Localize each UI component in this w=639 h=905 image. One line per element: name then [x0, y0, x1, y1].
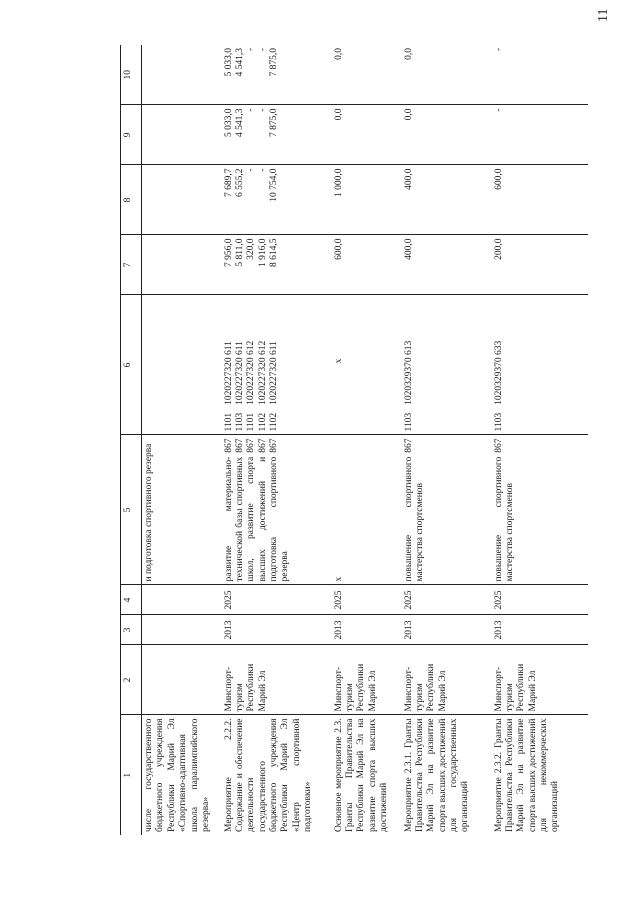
cell-text: 1020227320 611 [269, 341, 280, 405]
cell-text: Мероприятие 2.3.2. Гранты Правительства Республики Марий Эл на развитие спорта высших достижений для некоммерческих организаций [493, 718, 561, 832]
cell-executor [222, 645, 332, 715]
column-header: 2 [121, 645, 142, 715]
cell-text: 1020329370 613 [403, 340, 414, 405]
cell-end-year [142, 585, 222, 615]
cell-text: 1020227320 611 [234, 341, 245, 405]
cell-text: 600,0 [333, 238, 344, 260]
cell-text: 1103 [403, 412, 414, 432]
cell-codes [222, 295, 332, 435]
page-number: 11 [596, 8, 611, 22]
cell-text: 1102 [257, 412, 268, 432]
cell-text: Мероприятие 2.2.2. Содержание и обеспечение деятельности государственного бюджетного учреждения Республики Марий Эл «Центр спортивной подготовки» [223, 718, 314, 832]
cell-text: развитие материально-технической базы спортивных школ, развитие спорта высших достижений и подготовка спортивного резерва [223, 456, 291, 582]
cell-text: 1103 [493, 412, 504, 432]
cell-text: 7 875,0 [269, 48, 280, 77]
cell-text: 2025 [333, 590, 344, 610]
cell-text: 867 [246, 438, 257, 453]
column-header: 8 [121, 165, 142, 235]
cell-text: Мероприятие 2.3.1. Гранты Правительства Республики Марий Эл на развитие спорта высших достижений для государственных организаций [403, 718, 471, 832]
rotated-table-sheet [120, 45, 639, 835]
cell-text: 2013 [333, 620, 344, 640]
cell-text: 1102 [269, 412, 280, 432]
cell-end-year [492, 585, 588, 615]
column-header: 5 [121, 435, 142, 585]
cell-text: 7 689,7 [223, 168, 234, 197]
cell-start-year [332, 615, 402, 645]
cell-end-year [402, 585, 492, 615]
cell-text: Минспорт-туризм Республики Марий Эл [223, 663, 268, 712]
cell-text: - [257, 48, 268, 52]
cell-text: 2013 [493, 620, 504, 640]
table-row [142, 45, 222, 835]
cell-text: 600,0 [493, 168, 504, 190]
cell-text: 400,0 [403, 168, 414, 190]
cell-end-year [222, 585, 332, 615]
cell-text: 7 875,0 [269, 108, 280, 137]
cell-text: - [257, 108, 268, 112]
cell-text: 867 [223, 438, 234, 453]
cell-text: - [246, 48, 257, 52]
cell-value-8 [492, 165, 588, 235]
cell-result [142, 435, 222, 585]
cell-executor [492, 645, 588, 715]
cell-value-9 [402, 105, 492, 165]
cell-text: x [333, 576, 344, 582]
cell-text: 200,0 [493, 238, 504, 260]
cell-text: 5 811,0 [234, 238, 245, 267]
cell-text: 0,0 [403, 108, 414, 121]
cell-text: 1020227320 612 [246, 340, 257, 405]
column-header: 10 [121, 45, 142, 105]
cell-text: Минспорт-туризм Республики Марий Эл [493, 663, 538, 712]
cell-text: 1020227320 612 [257, 340, 268, 405]
column-header: 9 [121, 105, 142, 165]
cell-text: повышение спортивного мастерства спортсменов [493, 456, 515, 582]
cell-text: Минспорт-туризм Республики Марий Эл [403, 663, 448, 712]
cell-value-9 [222, 105, 332, 165]
cell-text: - [493, 108, 504, 112]
table-row [402, 45, 492, 835]
cell-text: 867 [269, 438, 280, 453]
cell-text: 1103 [234, 412, 245, 432]
column-header: 3 [121, 615, 142, 645]
cell-codes [492, 295, 588, 435]
cell-value-8 [222, 165, 332, 235]
cell-text: числе государственного бюджетного учреждения Республики Марий Эл «Спортивно-адаптивная школа паралимпийского резерва» [144, 718, 211, 832]
cell-text: 867 [257, 438, 268, 453]
cell-text: 0,0 [333, 108, 344, 121]
cell-name [142, 715, 222, 835]
cell-executor [402, 645, 492, 715]
cell-text: Основное мероприятие 2.3. Гранты Правительства Республики Марий Эл на развитие спорта высших достижений [333, 718, 390, 832]
cell-value-7 [332, 235, 402, 295]
cell-result [492, 435, 588, 585]
cell-text: 2025 [493, 590, 504, 610]
cell-end-year [332, 585, 402, 615]
cell-text: - [246, 168, 257, 172]
cell-name [222, 715, 332, 835]
cell-text: 2013 [403, 620, 414, 640]
cell-text: 2025 [403, 590, 414, 610]
cell-value-8 [142, 165, 222, 235]
cell-text: - [246, 108, 257, 112]
table-row [222, 45, 332, 835]
cell-text: 5 033,0 [223, 48, 234, 77]
cell-text: 7 956,0 [223, 238, 234, 267]
cell-text: 2025 [223, 590, 234, 610]
cell-value-10 [492, 45, 588, 105]
table-body [142, 45, 588, 835]
cell-text: - [493, 48, 504, 52]
cell-text: и подготовка спортивного резерва [144, 443, 154, 582]
cell-value-10 [142, 45, 222, 105]
cell-text: - [257, 168, 268, 172]
cell-value-9 [332, 105, 402, 165]
column-header: 7 [121, 235, 142, 295]
cell-start-year [492, 615, 588, 645]
cell-codes [142, 295, 222, 435]
cell-text: 10 754,0 [269, 168, 280, 202]
cell-text: 400,0 [403, 238, 414, 260]
cell-text: 0,0 [403, 48, 414, 60]
cell-text: 1 916,0 [257, 238, 268, 267]
cell-text: 1020329370 633 [493, 340, 504, 405]
cell-text: 867 [234, 438, 245, 453]
cell-value-10 [332, 45, 402, 105]
cell-text: 0,0 [333, 48, 344, 60]
cell-text: повышение спортивного мастерства спортсменов [403, 456, 425, 582]
cell-value-7 [492, 235, 588, 295]
cell-text: 6 555,2 [234, 168, 245, 197]
cell-value-9 [492, 105, 588, 165]
cell-text: 1101 [246, 412, 257, 432]
cell-result [402, 435, 492, 585]
column-header: 1 [121, 715, 142, 835]
cell-text: x [333, 358, 344, 364]
header-row [121, 45, 142, 835]
cell-result [332, 435, 402, 585]
cell-text: 1020227320 611 [223, 341, 234, 405]
cell-codes [402, 295, 492, 435]
cell-value-8 [332, 165, 402, 235]
cell-executor [142, 645, 222, 715]
cell-start-year [402, 615, 492, 645]
cell-start-year [222, 615, 332, 645]
cell-text: 867 [493, 438, 504, 453]
column-header: 6 [121, 295, 142, 435]
cell-result [222, 435, 332, 585]
cell-text: 5 033,0 [223, 108, 234, 137]
cell-text: 8 614,5 [269, 238, 280, 267]
cell-value-9 [142, 105, 222, 165]
program-table [120, 45, 588, 835]
cell-value-7 [222, 235, 332, 295]
cell-text: 4 541,3 [234, 108, 245, 137]
cell-value-10 [402, 45, 492, 105]
cell-value-7 [142, 235, 222, 295]
cell-start-year [142, 615, 222, 645]
cell-value-10 [222, 45, 332, 105]
cell-name [332, 715, 402, 835]
cell-text: 867 [403, 438, 414, 453]
cell-codes [332, 295, 402, 435]
cell-text: 2013 [223, 620, 234, 640]
table-row [332, 45, 402, 835]
table-row [492, 45, 588, 835]
cell-text: 1 000,0 [333, 168, 344, 197]
cell-name [402, 715, 492, 835]
cell-value-7 [402, 235, 492, 295]
cell-text: 4 541,3 [234, 48, 245, 77]
cell-text: 320,0 [246, 238, 257, 260]
cell-text: 1101 [223, 412, 234, 432]
cell-value-8 [402, 165, 492, 235]
cell-name [492, 715, 588, 835]
cell-text: Минспорт-туризм Республики Марий Эл [333, 663, 378, 712]
column-header: 4 [121, 585, 142, 615]
cell-executor [332, 645, 402, 715]
